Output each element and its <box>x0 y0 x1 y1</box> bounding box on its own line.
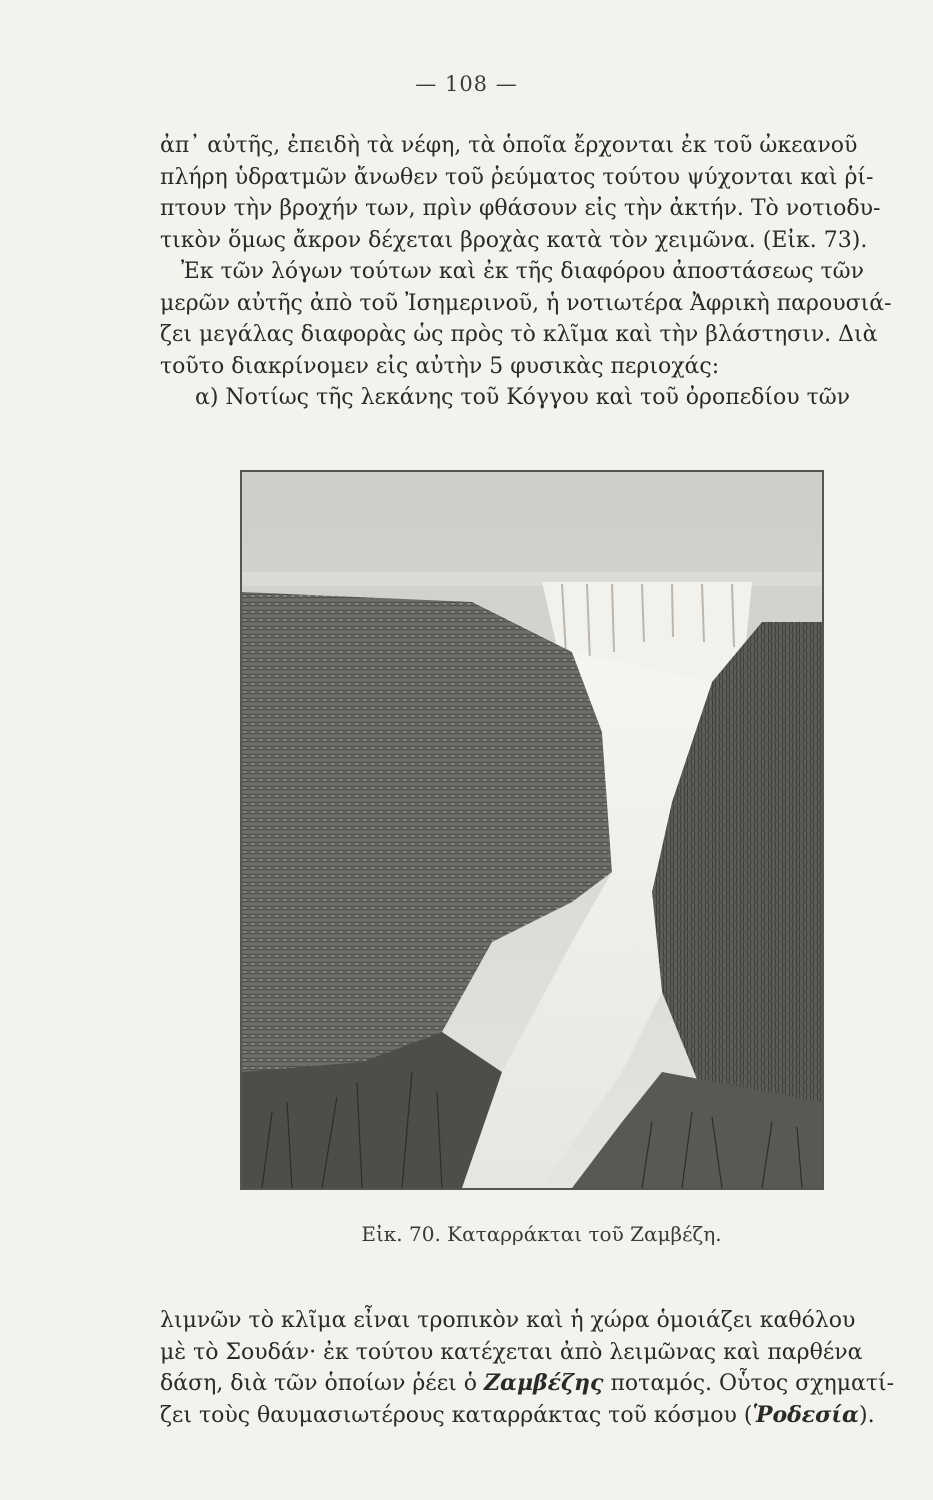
country-name: Ῥοδεσία <box>752 1401 859 1428</box>
text-line <box>160 1368 910 1400</box>
text-span: δάση, διὰ τῶν ὁποίων ῥέει ὁ <box>160 1371 484 1396</box>
text-line: ζει μεγάλας διαφορὰς ὡς πρὸς τὸ κλῖμα καὶ τὴν βλάστησιν. Διὰ <box>160 322 878 347</box>
waterfall-photograph <box>240 470 824 1190</box>
text-line: τοῦτο διακρίνομεν εἰς αὐτὴν 5 φυσικὰς περιοχάς: <box>160 353 720 379</box>
text-line: τικὸν ὅμως ἄκρον δέχεται βροχὰς κατὰ τὸν χειμῶνα. (Εἰκ. 73). <box>160 227 868 253</box>
text-line: πτουν τὴν βροχήν των, πρὶν φθάσουν εἰς τὴν ἀκτήν. Τὸ νοτιοδυ- <box>160 196 881 221</box>
river-name: Ζαμβέζης <box>483 1370 604 1396</box>
text-line: λιμνῶν τὸ κλῖμα εἶναι τροπικὸν καὶ ἡ χώρα ὁμοιάζει καθόλου <box>160 1308 856 1333</box>
page-number: — 108 — <box>415 72 518 96</box>
text-line: Ἐκ τῶν λόγων τούτων καὶ ἐκ τῆς διαφόρου ἀποστάσεως τῶν <box>160 259 864 284</box>
text-span: ). <box>858 1402 875 1428</box>
text-line: ἀπ᾿ αὐτῆς, ἐπειδὴ τὰ νέφη, τὰ ὁποῖα ἔρχονται ἐκ τοῦ ὠκεανοῦ <box>160 133 858 158</box>
text-line: πλήρη ὑδρατμῶν ἄνωθεν τοῦ ῥεύματος τούτου ψύχονται καὶ ῥί- <box>160 164 874 190</box>
text-span: ζει τοὺς θαυμασιωτέρους καταρράκτας τοῦ κόσμου ( <box>160 1402 753 1428</box>
text-line: α) Νοτίως τῆς λεκάνης τοῦ Κόγγου καὶ τοῦ ὀροπεδίου τῶν <box>160 385 851 410</box>
text-span: ποταμός. Οὗτος σχηματί- <box>603 1371 895 1396</box>
text-line: μερῶν αὐτῆς ἀπὸ τοῦ Ἰσημερινοῦ, ἡ νοτιωτέρα Ἀφρικὴ παρουσιά- <box>160 290 892 316</box>
text-line: μὲ τὸ Σουδάν· ἐκ τούτου κατέχεται ἀπὸ λειμῶνας καὶ παρθένα <box>160 1339 863 1365</box>
waterfall-illustration <box>242 472 822 1188</box>
bottom-paragraph <box>160 1305 910 1431</box>
figure-caption: Εἰκ. 70. Καταρράκται τοῦ Ζαμβέζη. <box>361 1222 722 1246</box>
text-line <box>160 1400 910 1432</box>
top-paragraph <box>160 130 910 414</box>
